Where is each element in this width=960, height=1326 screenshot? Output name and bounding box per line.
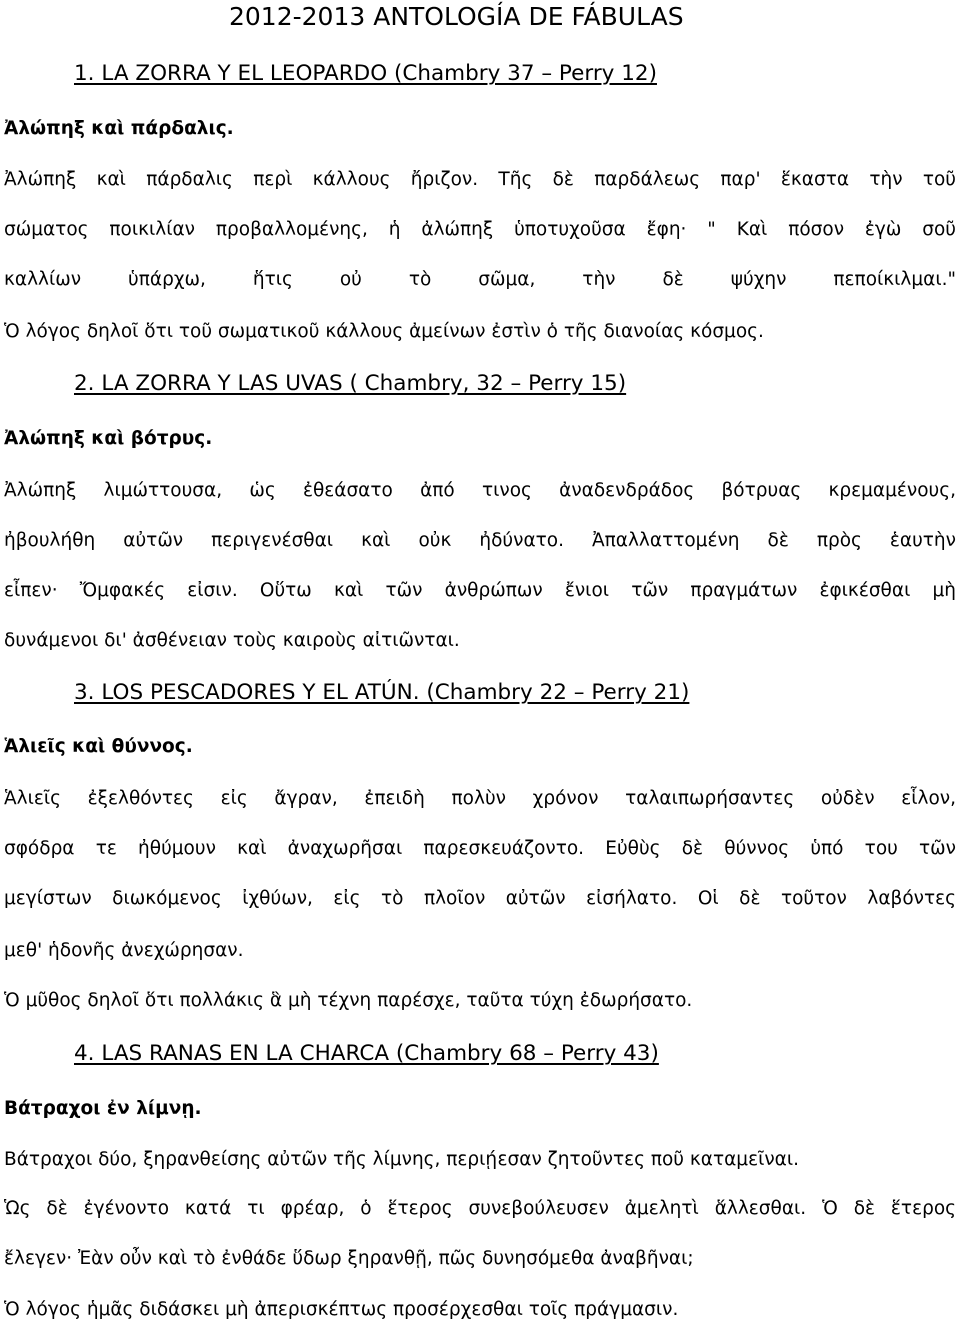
document-title: 2012-2013 ANTOLOGÍA DE FÁBULAS [229, 2, 684, 31]
fable-3-heading: 3. LOS PESCADORES Y EL ATÚN. (Chambry 22 – Perry 21) [74, 680, 690, 705]
fable-2-line-2: ἠβουλήθη αὐτῶν περιγενέσθαι καὶ οὐκ ἠδύνατο. Ἀπαλλαττομένη δὲ πρὸς ἑαυτὴν [4, 530, 956, 551]
fable-2-line-4: δυνάμενοι δι' ἀσθένειαν τοὺς καιροὺς αἰτιῶνται. [4, 630, 460, 651]
fable-3-greek-title: Ἁλιεῖς καὶ θύννος. [4, 736, 193, 757]
fable-3-line-1: Ἁλιεῖς ἐξελθόντες εἰς ἄγραν, ἐπειδὴ πολὺν χρόνον ταλαιπωρήσαντες οὐδὲν εἷλον, [4, 788, 956, 809]
fable-1-heading: 1. LA ZORRA Y EL LEOPARDO (Chambry 37 – Perry 12) [74, 61, 657, 86]
fable-2-line-3: εἶπεν· Ὄμφακές εἰσιν. Οὕτω καὶ τῶν ἀνθρώπων ἔνιοι τῶν πραγμάτων ἐφικέσθαι μὴ [4, 580, 956, 601]
fable-3-line-3: μεγίστων διωκόμενος ἰχθύων, εἰς τὸ πλοῖον αὐτῶν εἰσήλατο. Οἱ δὲ τοῦτον λαβόντες [4, 888, 956, 909]
fable-4-line-3: ἔλεγεν· Ἐὰν οὖν καὶ τὸ ἐνθάδε ὕδωρ ξηρανθῇ, πῶς δυνησόμεθα ἀναβῆναι; [4, 1248, 694, 1269]
fable-4-heading: 4. LAS RANAS EN LA CHARCA (Chambry 68 – Perry 43) [74, 1041, 659, 1066]
fable-4-line-2: Ὡς δὲ ἐγένοντο κατά τι φρέαρ, ὁ ἕτερος συνεβούλευσεν ἀμελητὶ ἅλλεσθαι. Ὁ δὲ ἕτερος [4, 1198, 956, 1219]
fable-1-line-3: καλλίων ὑπάρχω, ἥτις οὐ τὸ σῶμα, τὴν δὲ ψύχην πεποίκιλμαι." [4, 269, 956, 290]
fable-3-line-2: σφόδρα τε ἠθύμουν καὶ ἀναχωρῆσαι παρεσκευάζοντο. Εὐθὺς δὲ θύννος ὑπό του τῶν [4, 838, 956, 859]
fable-2-greek-title: Ἀλώπηξ καὶ βότρυς. [4, 428, 213, 449]
fable-3-line-4: μεθ' ἡδονῆς ἀνεχώρησαν. [4, 940, 244, 961]
fable-2-line-1: Ἀλώπηξ λιμώττουσα, ὡς ἐθεάσατο ἀπό τινος ἀναδενδράδος βότρυας κρεμαμένους, [4, 480, 956, 501]
fable-4-greek-title: Βάτραχοι ἐν λίμνῃ. [4, 1098, 202, 1119]
fable-3-moral: Ὁ μῦθος δηλοῖ ὅτι πολλάκις ἃ μὴ τέχνη παρέσχε, ταῦτα τύχη ἐδωρήσατο. [4, 990, 693, 1011]
fable-1-greek-title: Ἀλώπηξ καὶ πάρδαλις. [4, 118, 234, 139]
fable-1-line-2: σώματος ποικιλίαν προβαλλομένης, ἡ ἀλώπηξ ὑποτυχοῦσα ἔφη· " Καὶ πόσον ἐγὼ σοῦ [4, 219, 956, 240]
fable-4-line-1: Βάτραχοι δύο, ξηρανθείσης αὐτῶν τῆς λίμνης, περιῄεσαν ζητοῦντες ποῦ καταμεῖναι. [4, 1149, 800, 1170]
fable-2-heading: 2. LA ZORRA Y LAS UVAS ( Chambry, 32 – Perry 15) [74, 371, 627, 396]
fable-4-moral: Ὁ λόγος ἡμᾶς διδάσκει μὴ ἀπερισκέπτως προσέρχεσθαι τοῖς πράγμασιν. [4, 1299, 679, 1320]
fable-1-moral: Ὁ λόγος δηλοῖ ὅτι τοῦ σωματικοῦ κάλλους ἀμείνων ἐστὶν ὁ τῆς διανοίας κόσμος. [4, 321, 764, 342]
fable-1-line-1: Ἀλώπηξ καὶ πάρδαλις περὶ κάλλους ἤριζον. Τῆς δὲ παρδάλεως παρ' ἕκαστα τὴν τοῦ [4, 169, 956, 190]
